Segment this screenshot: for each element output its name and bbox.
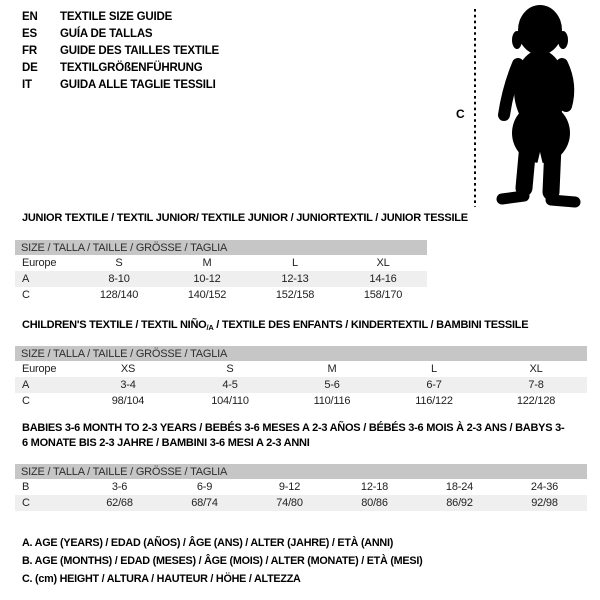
cell: 68/74 <box>162 495 247 511</box>
table-row-height <box>15 495 587 511</box>
size-header-label: SIZE / TALLA / TAILLE / GRÖSSE / TAGLIA <box>15 464 587 479</box>
size-columns-row <box>15 361 587 377</box>
cell: 10-12 <box>163 271 251 287</box>
cell: 62/68 <box>77 495 162 511</box>
cell: 9-12 <box>278 481 301 493</box>
children-title-pre: CHILDREN'S TEXTILE / TEXTIL NIÑO <box>22 319 207 331</box>
table-row-months <box>15 479 587 495</box>
cell: 128/140 <box>99 289 139 301</box>
language-label: GUIDA ALLE TAGLIE TESSILI <box>60 79 216 91</box>
cell: 12-18 <box>360 481 389 493</box>
language-label: TEXTILE SIZE GUIDE <box>60 11 173 23</box>
cell: 7-8 <box>485 377 587 393</box>
cell: 18-24 <box>445 481 474 493</box>
size-column: XS <box>120 363 136 375</box>
cell: 6-7 <box>383 377 485 393</box>
cell: 104/110 <box>211 395 249 407</box>
row-label: A <box>15 271 75 287</box>
cell: 6-9 <box>196 481 213 493</box>
cell: 122/128 <box>516 395 556 407</box>
children-title-post: / TEXTILE DES ENFANTS / KINDERTEXTIL / BAMBINI TESSILE <box>213 319 529 331</box>
cell: 110/116 <box>313 395 351 407</box>
junior-table-title: JUNIOR TEXTILE / TEXTIL JUNIOR/ TEXTILE JUNIOR / JUNIORTEXTIL / JUNIOR TESSILE <box>22 212 468 224</box>
cell: 116/122 <box>415 395 453 407</box>
language-code: IT <box>22 79 32 91</box>
cell: 3-4 <box>77 377 179 393</box>
cell: 98/104 <box>111 395 145 407</box>
cell: 92/98 <box>502 495 587 511</box>
children-table-title <box>22 318 597 335</box>
cell: 3-6 <box>111 481 128 493</box>
cell: 5-6 <box>281 377 383 393</box>
children-size-table <box>15 346 587 409</box>
babies-table-title: BABIES 3-6 MONTH TO 2-3 YEARS / BEBÉS 3-6 MESES A 2-3 AÑOS / BÉBÉS 3-6 MOIS À 2-3 ANS / BABYS 3-6 MONATE BIS 2-3 JAHRE / BAMBINI 3-6 MESI A 2-3 ANNI <box>22 422 565 449</box>
cell: 8-10 <box>75 271 163 287</box>
cell: 158/170 <box>363 289 403 301</box>
table-row-age <box>15 377 587 393</box>
language-code: FR <box>22 45 37 57</box>
legend-notes <box>22 534 422 588</box>
row-label: C <box>15 495 77 511</box>
row-label: A <box>15 377 77 393</box>
language-code: EN <box>22 11 38 23</box>
cell: 4-5 <box>179 377 281 393</box>
language-row <box>22 43 219 60</box>
language-code: DE <box>22 62 38 74</box>
babies-size-table <box>15 464 587 511</box>
size-header-bar <box>15 346 587 361</box>
cell: 86/92 <box>417 495 502 511</box>
size-header-bar <box>15 240 427 255</box>
baby-silhouette-figure <box>443 0 598 215</box>
region-label: Europe <box>22 257 57 269</box>
size-column: S <box>115 257 123 269</box>
note-age-years: A. AGE (YEARS) / EDAD (AÑOS) / ÂGE (ANS) / ALTER (JAHRE) / ETÀ (ANNI) <box>22 537 394 549</box>
cell: 152/158 <box>275 289 315 301</box>
language-header <box>22 9 219 94</box>
size-column: L <box>292 257 298 269</box>
language-row <box>22 77 219 94</box>
cell: 12-13 <box>251 271 339 287</box>
size-column: L <box>431 363 437 375</box>
language-row <box>22 9 219 26</box>
size-column: M <box>327 363 337 375</box>
language-label: TEXTILGRÖßENFÜHRUNG <box>60 62 203 74</box>
table-row-height <box>15 393 587 409</box>
size-column: S <box>226 363 234 375</box>
language-label: GUIDE DES TAILLES TEXTILE <box>60 45 219 57</box>
cell: 74/80 <box>247 495 332 511</box>
language-row <box>22 26 219 43</box>
size-header-bar <box>15 464 587 479</box>
height-measure-label: C <box>456 107 465 121</box>
language-code: ES <box>22 28 37 40</box>
size-column: M <box>202 257 212 269</box>
junior-size-table <box>15 240 427 303</box>
cell: 24-36 <box>530 481 559 493</box>
table-row-age <box>15 271 427 287</box>
size-column: XL <box>376 257 390 269</box>
baby-silhouette <box>502 5 575 202</box>
language-label: GUÍA DE TALLAS <box>60 28 153 40</box>
children-title-subscript: /A <box>206 323 214 332</box>
size-columns-row <box>15 255 427 271</box>
size-header-label: SIZE / TALLA / TAILLE / GRÖSSE / TAGLIA <box>15 346 587 361</box>
language-row <box>22 60 219 77</box>
size-header-label: SIZE / TALLA / TAILLE / GRÖSSE / TAGLIA <box>15 240 427 255</box>
cell: 14-16 <box>339 271 427 287</box>
size-column: XL <box>529 363 543 375</box>
row-label: C <box>22 395 30 407</box>
cell: 140/152 <box>187 289 227 301</box>
table-row-height <box>15 287 427 303</box>
note-age-months: B. AGE (MONTHS) / EDAD (MESES) / ÂGE (MOIS) / ALTER (MONATE) / ETÀ (MESI) <box>22 555 423 567</box>
row-label: B <box>22 481 30 493</box>
region-label: Europe <box>22 363 57 375</box>
cell: 80/86 <box>332 495 417 511</box>
row-label: C <box>22 289 30 301</box>
note-height-cm: C. (cm) HEIGHT / ALTURA / HAUTEUR / HÖHE / ALTEZZA <box>22 573 301 585</box>
